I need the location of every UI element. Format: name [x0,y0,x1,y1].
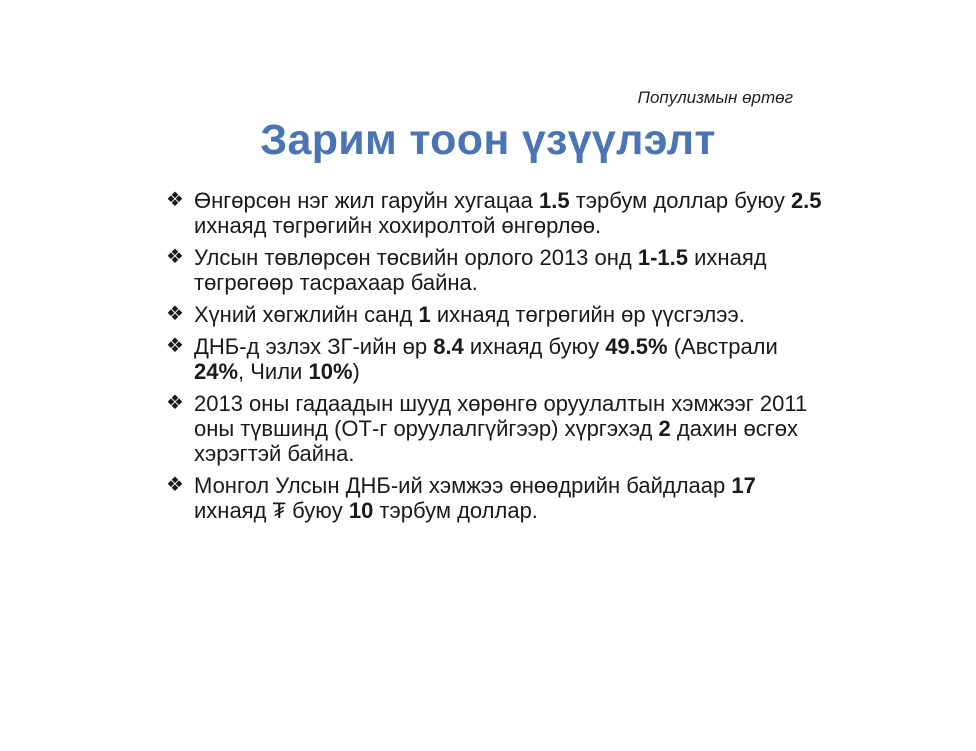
bullet-text: Хүний хөгжлийн санд [194,302,419,327]
bullet-text: дахин өсгөх хэрэгтэй байна. [194,416,798,466]
bullet-item [166,245,826,295]
bullet-text: (Австрали [667,334,778,359]
bullet-text: Өнгөрсөн нэг жил гаруйн хугацаа [194,188,539,213]
bullet-text: ихнаяд төгрөгөөр тасрахаар байна. [194,245,767,295]
diamond-bullet-icon: ❖ [166,474,184,496]
bullet-text: ихнаяд төгрөгийн өр үүсгэлээ. [430,302,745,327]
bullet-highlight-value: 8.4 [433,334,464,359]
bullet-item [166,473,826,523]
bullet-text: Монгол Улсын ДНБ-ий хэмжээ өнөөдрийн байдлаар [194,473,732,498]
bullet-item [166,302,826,327]
bullet-highlight-value: 17 [731,473,756,498]
bullet-text: тэрбум доллар. [373,498,538,523]
bullet-list [166,188,826,530]
bullet-text: 2013 оны гадаадын шууд хөрөнгө оруулалтын хэмжээг 2011 оны түвшинд (ОТ-г оруулалгүйгээр) хүргэхэд [194,391,808,441]
bullet-highlight-value: 2.5 [790,188,822,213]
bullet-text: ) [352,359,360,384]
bullet-text: ДНБ-д эзлэх ЗГ-ийн өр [194,334,434,359]
bullet-text: , Чили [238,359,309,384]
bullet-text: Улсын төвлөрсөн төсвийн орлого 2013 онд [194,245,638,270]
bullet-highlight-value: 10 [348,498,374,523]
bullet-text: ихнаяд ₮ буюу [194,498,349,523]
bullet-highlight-value: 10% [308,359,353,384]
bullet-item [166,391,826,466]
diamond-bullet-icon: ❖ [166,246,184,268]
slide-title: Зарим тоон үзүүлэлт [260,116,716,164]
diamond-bullet-icon: ❖ [166,392,184,414]
bullet-highlight-value: 1.5 [539,188,570,213]
bullet-highlight-value: 49.5% [605,334,668,359]
bullet-text: тэрбум доллар буюу [569,188,791,213]
slide-subtitle: Популизмын өртөг [637,88,793,107]
bullet-text: ихнаяд буюу [463,334,606,359]
bullet-highlight-value: 2 [658,416,671,441]
bullet-text: ихнаяд төгрөгийн хохиролтой өнгөрлөө. [194,213,602,238]
bullet-item [166,334,826,384]
bullet-highlight-value: 1-1.5 [637,245,689,270]
diamond-bullet-icon: ❖ [166,335,184,357]
diamond-bullet-icon: ❖ [166,189,184,211]
bullet-item [166,188,826,238]
diamond-bullet-icon: ❖ [166,303,184,325]
bullet-highlight-value: 24% [194,359,239,384]
bullet-highlight-value: 1 [418,302,431,327]
